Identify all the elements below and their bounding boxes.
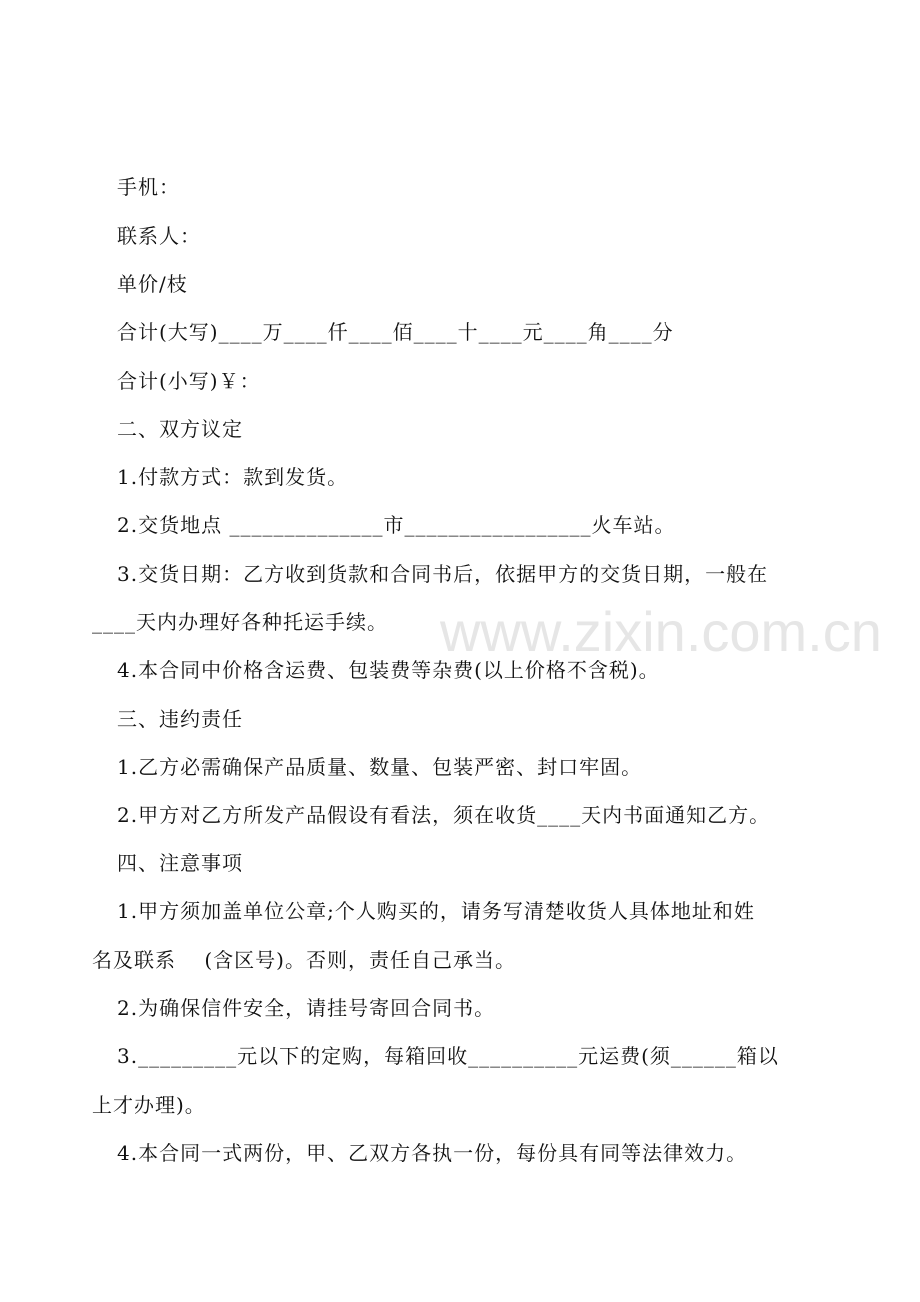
section-heading-notes: 四、注意事项 — [117, 851, 243, 875]
section-heading-liability: 三、违约责任 — [117, 707, 243, 731]
phone-label: 手机： — [117, 175, 180, 199]
clause-delivery-date-cont: ____天内办理好各种托运手续。 — [92, 610, 388, 634]
watermark: www.zixin.com.cn — [440, 600, 882, 663]
note-freight: 3._________元以下的定购，每箱回收__________元运费(须______箱以 — [117, 1044, 779, 1068]
clause-payment: 1.付款方式：款到发货。 — [117, 465, 349, 489]
note-registered-mail: 2.为确保信件安全，请挂号寄回合同书。 — [117, 996, 496, 1020]
clause-price: 4.本合同中价格含运费、包装费等杂费(以上价格不含税)。 — [117, 658, 660, 682]
total-uppercase-line: 合计(大写)____万____仟____佰____十____元____角____分 — [117, 320, 674, 344]
clause-objection: 2.甲方对乙方所发产品假设有看法，须在收货____天内书面通知乙方。 — [117, 803, 771, 827]
section-heading-agreement: 二、双方议定 — [117, 417, 243, 441]
total-lowercase-line: 合计(小写)￥： — [117, 369, 261, 393]
note-seal: 1.甲方须加盖单位公章;个人购买的，请务写清楚收货人具体地址和姓 — [117, 899, 755, 923]
clause-delivery-location: 2.交货地点 ______________市_________________火车站。 — [117, 513, 676, 537]
note-seal-cont: 名及联系 (含区号)。否则，责任自己承当。 — [92, 948, 516, 972]
unit-price-label: 单价/枝 — [117, 272, 188, 296]
note-freight-cont: 上才办理)。 — [92, 1093, 206, 1117]
clause-delivery-date: 3.交货日期：乙方收到货款和合同书后，依据甲方的交货日期，一般在 — [117, 562, 769, 586]
clause-quality: 1.乙方必需确保产品质量、数量、包装严密、封口牢固。 — [117, 755, 643, 779]
contact-label: 联系人： — [117, 224, 201, 248]
note-copies: 4.本合同一式两份，甲、乙双方各执一份，每份具有同等法律效力。 — [117, 1141, 748, 1165]
